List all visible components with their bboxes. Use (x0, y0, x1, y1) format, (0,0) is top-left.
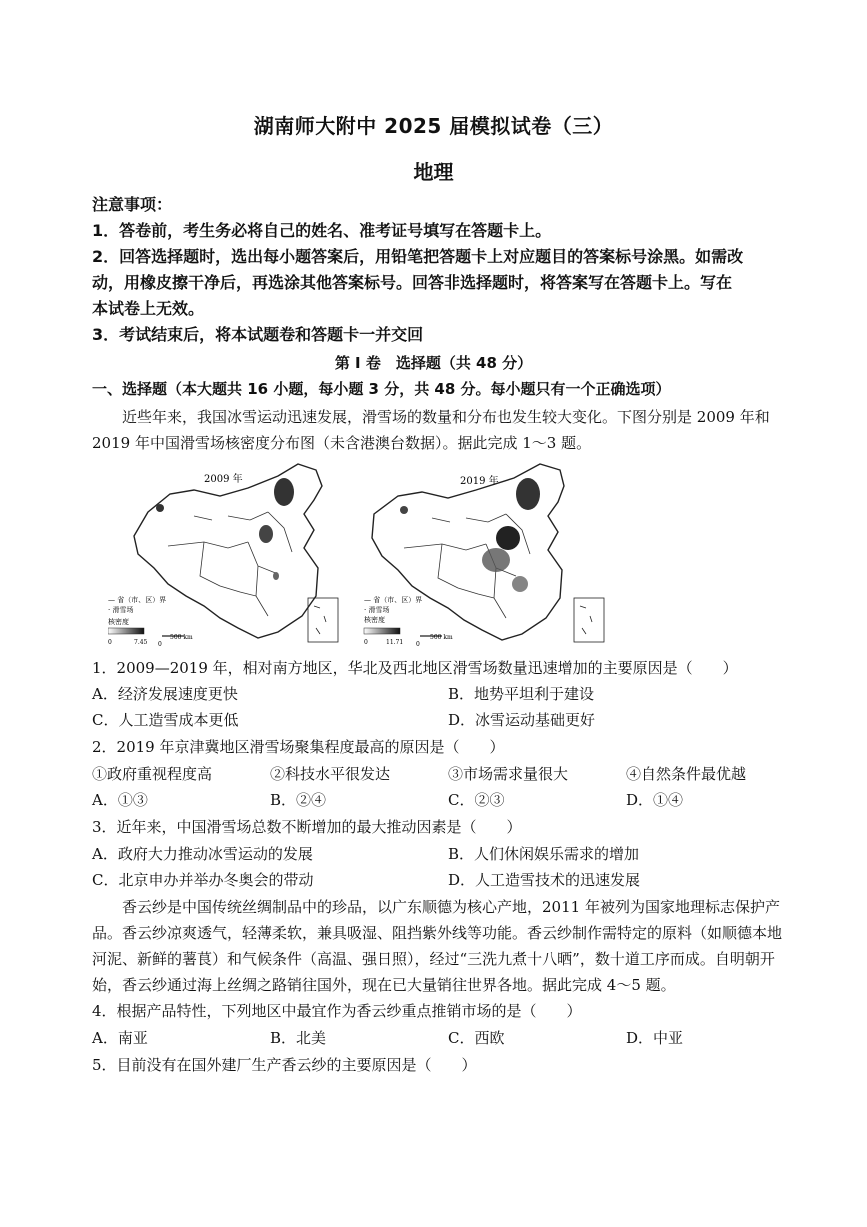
map-2019-legend-density: 核密度 (364, 616, 385, 624)
map-2009-year: 2009 年 (204, 474, 243, 485)
map-2019-density-bar (364, 628, 400, 634)
map-2009 (108, 464, 338, 648)
q3-option-a[interactable]: A．政府大力推动冰雪运动的发展 (92, 845, 313, 863)
question-2-stem: 2．2019 年京津冀地区滑雪场聚集程度最高的原因是（ ） (92, 738, 505, 756)
question-5-stem: 5．目前没有在国外建厂生产香云纱的主要原因是（ ） (92, 1056, 477, 1074)
q4-option-a[interactable]: A．南亚 (92, 1029, 148, 1047)
exam-title: 湖南师大附中 2025 届模拟试卷（三） (253, 114, 614, 138)
q1-option-c[interactable]: C．人工造雪成本更低 (92, 711, 239, 729)
notice-item: 3．考试结束后，将本试题卷和答题卡一并交回 (92, 325, 424, 344)
q2-option-a[interactable]: A．①③ (92, 791, 148, 809)
q3-option-c[interactable]: C．北京申办并举办冬奥会的带动 (92, 871, 314, 889)
q2-statement-2: ②科技水平很发达 (270, 765, 391, 783)
map-2019-density-max: 11.71 (386, 639, 404, 646)
q1-option-b[interactable]: B．地势平坦利于建设 (448, 685, 595, 703)
map-2009-density-bar (108, 628, 144, 634)
q2-statement-1: ①政府重视程度高 (92, 765, 213, 783)
q3-option-b[interactable]: B．人们休闲娱乐需求的增加 (448, 845, 640, 863)
q2-option-d[interactable]: D．①④ (626, 791, 684, 809)
q2-statement-3: ③市场需求量很大 (448, 765, 569, 783)
notice-item: 本试卷上无效。 (92, 299, 205, 318)
intro-paragraph-1: 近些年来，我国冰雪运动迅速发展，滑雪场的数量和分布也发生较大变化。下图分别是 2009 年和 2019 年中国滑雪场核密度分布图（未含港澳台数据）。据此完成 1～3 题。 (92, 408, 770, 452)
question-4-stem: 4．根据产品特性，下列地区中最宜作为香云纱重点推销市场的是（ ） (92, 1002, 582, 1020)
q4-option-d[interactable]: D．中亚 (626, 1029, 684, 1047)
map-2019 (364, 464, 604, 648)
part-heading: 第 I 卷 选择题（共 48 分） (334, 354, 533, 372)
ski-resort-density-maps (108, 456, 748, 652)
map-2019-south-sea-inset (574, 598, 604, 642)
notice-item: 动，用橡皮擦干净后，再选涂其他答案标号。回答非选择题时，将答案写在答题卡上。写在 (92, 273, 733, 292)
map-2009-legend-density: 核密度 (108, 618, 129, 626)
map-2019-legend-resort: · 滑雪场 (364, 606, 390, 614)
question-3-stem: 3．近年来，中国滑雪场总数不断增加的最大推动因素是（ ） (92, 818, 522, 836)
map-2019-scale-label: 500 km (430, 634, 453, 641)
map-2009-scale-label: 500 km (170, 634, 193, 641)
map-2009-legend-resort: · 滑雪场 (108, 606, 134, 614)
notice-heading: 注意事项： (92, 195, 173, 214)
q4-option-b[interactable]: B．北美 (270, 1029, 327, 1047)
section-heading: 一、选择题（本大题共 16 小题，每小题 3 分，共 48 分。每小题只有一个正确选项） (92, 380, 671, 398)
q4-option-c[interactable]: C．西欧 (448, 1029, 505, 1047)
map-2019-legend-boundary: — 省（市、区）界 (364, 596, 423, 604)
map-2009-density-min: 0 (108, 639, 112, 646)
q2-option-c[interactable]: C．②③ (448, 791, 505, 809)
map-2019-density-min: 0 (364, 639, 368, 646)
q1-option-d[interactable]: D．冰雪运动基础更好 (448, 711, 596, 729)
notice-item: 1．答卷前，考生务必将自己的姓名、准考证号填写在答题卡上。 (92, 221, 552, 240)
map-2009-legend-boundary: — 省（市、区）界 (108, 596, 167, 604)
map-2009-south-sea-inset (308, 598, 338, 642)
q1-option-a[interactable]: A．经济发展速度更快 (92, 685, 238, 703)
map-2019-year: 2019 年 (460, 476, 499, 487)
map-2009-density-max: 7.45 (134, 639, 148, 646)
exam-subject: 地理 (413, 160, 454, 184)
q2-option-b[interactable]: B．②④ (270, 791, 327, 809)
q2-statement-4: ④自然条件最优越 (626, 765, 747, 783)
notice-item: 2．回答选择题时，选出每小题答案后，用铅笔把答题卡上对应题目的答案标号涂黑。如需改 (92, 247, 744, 266)
map-2019-scale-zero: 0 (416, 641, 420, 648)
q3-option-d[interactable]: D．人工造雪技术的迅速发展 (448, 871, 641, 889)
question-1-stem: 1．2009—2019 年，相对南方地区，华北及西北地区滑雪场数量迅速增加的主要原因是（ ） (92, 659, 738, 677)
map-2009-scale-zero: 0 (158, 641, 162, 648)
intro-paragraph-2: 香云纱是中国传统丝绸制品中的珍品，以广东顺德为核心产地，2011 年被列为国家地理标志保护产品。香云纱凉爽透气，轻薄柔软，兼具吸湿、阻挡紫外线等功能。香云纱制作需特定的原料（如顺德本地河泥、新鲜的薯茛）和气候条件（高温、强日照），经过“三洗九煮十八晒”，数十道工序而成。自明朝开始，香云纱通过海上丝绸之路销往国外，现在已大量销往世界各地。据此完成 4～5 题。 (92, 898, 783, 994)
